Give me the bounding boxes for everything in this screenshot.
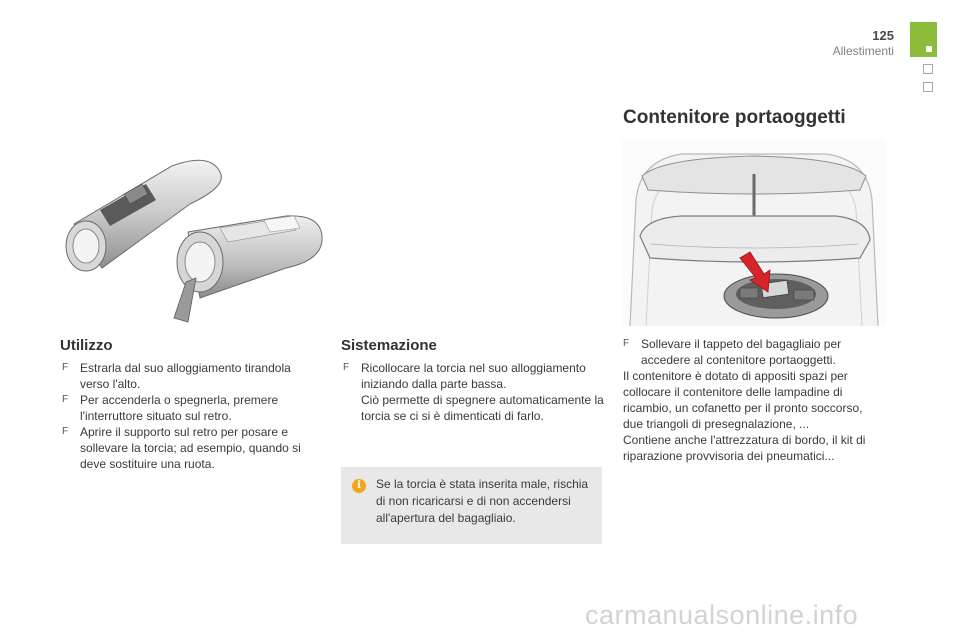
section-tab-active: [910, 22, 937, 57]
contenitore-paragraph-1: Il contenitore è dotato di appositi spazi per collocare il contenitore delle lampadine di ricambio, un cofanetto per il pronto soccorso, due triangoli di presegnalazione, ...: [623, 369, 863, 431]
section-name: Allestimenti: [832, 44, 894, 58]
section-tab-empty: [923, 64, 933, 74]
bullet-arrow-icon: F: [62, 426, 69, 437]
list-item: F Estrarla dal suo alloggiamento tirandola verso l'alto.: [62, 361, 291, 391]
torch-illustration: [60, 150, 330, 328]
bullet-arrow-icon: F: [343, 362, 350, 373]
boot-storage-illustration: [622, 140, 886, 326]
info-icon: i: [352, 479, 366, 493]
watermark: carmanualsonline.info: [585, 600, 859, 630]
list-item: F Aprire il supporto sul retro per posare e sollevare la torcia; ad esempio, quando si deve sostituire una ruota.: [62, 425, 301, 471]
bullet-arrow-icon: F: [623, 338, 630, 349]
bullet-arrow-icon: F: [62, 362, 69, 373]
section-tab-empty: [923, 82, 933, 92]
contenitore-paragraph-2: Contiene anche l'attrezzatura di bordo, il kit di riparazione provvisoria dei pneumatici...: [623, 433, 866, 463]
info-text: Se la torcia è stata inserita male, rischia di non ricaricarsi e di non accendersi all'apertura del bagagliaio.: [376, 477, 589, 525]
list-item: F Per accenderla o spegnerla, premere l'interruttore situato sul retro.: [62, 393, 279, 423]
bullet-arrow-icon: F: [62, 394, 69, 405]
contenitore-list: [623, 336, 885, 368]
utilizzo-list: [62, 360, 314, 472]
sistemazione-list: [343, 360, 605, 424]
list-item: F Sollevare il tappeto del bagagliaio per accedere al contenitore portaoggetti.: [623, 337, 842, 367]
page-number: 125: [872, 28, 894, 43]
sistemazione-heading: Sistemazione: [341, 337, 437, 354]
list-item: F Ricollocare la torcia nel suo alloggiamento iniziando dalla parte bassa. Ciò permette di spegnere automaticamente la torcia se ci si è dimenticati di farlo.: [343, 361, 604, 423]
utilizzo-heading: Utilizzo: [60, 337, 113, 354]
tab-marker: [926, 46, 932, 52]
info-box: [341, 467, 602, 544]
contenitore-heading: Contenitore portaoggetti: [623, 107, 846, 128]
